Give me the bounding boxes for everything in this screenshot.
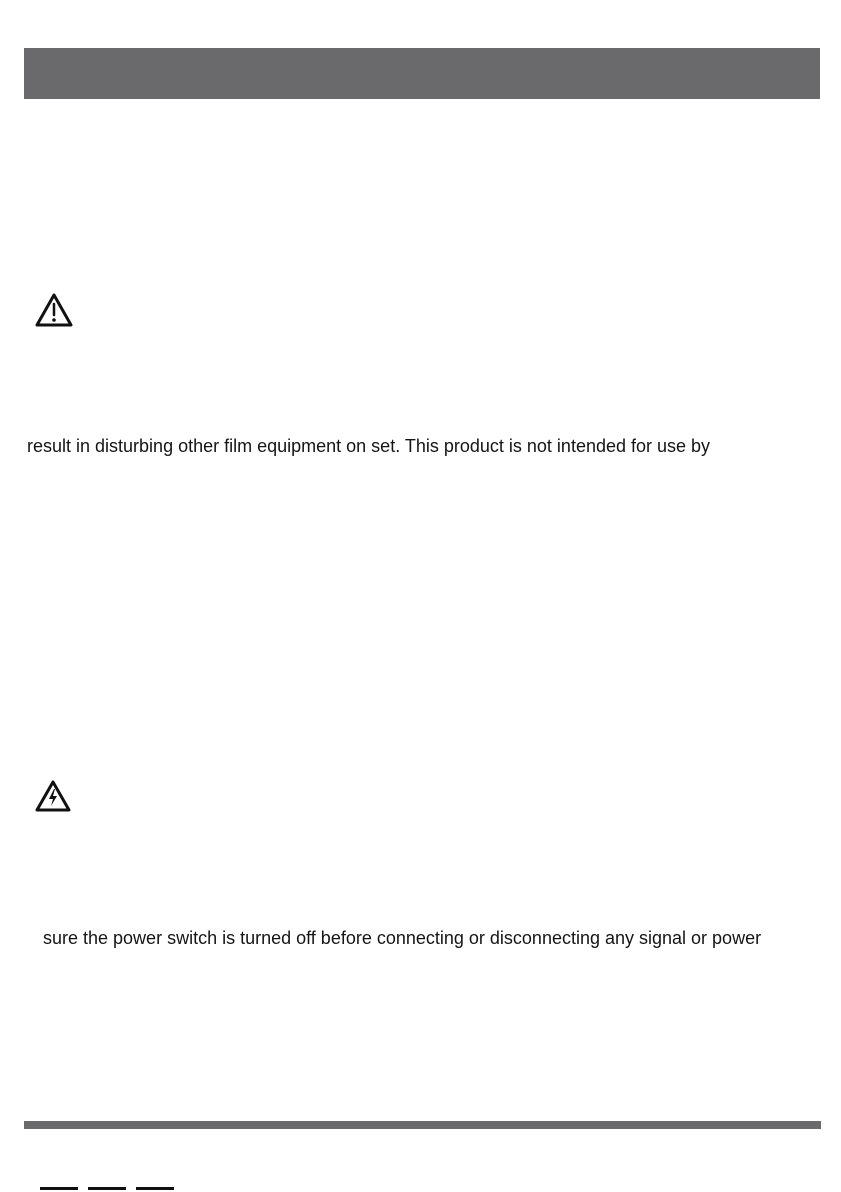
bottom-mark bbox=[88, 1187, 126, 1190]
electric-hazard-icon bbox=[34, 779, 72, 813]
page-bottom-marks bbox=[40, 1187, 174, 1192]
power-safety-text-line: sure the power switch is turned off before connecting or disconnecting any signal or power bbox=[43, 928, 762, 948]
bottom-mark bbox=[136, 1187, 174, 1190]
bottom-mark bbox=[40, 1187, 78, 1190]
warning-text-line: result in disturbing other film equipment on set. This product is not intended for use by bbox=[27, 436, 711, 456]
warning-triangle-icon bbox=[34, 292, 74, 328]
section-header-bar bbox=[24, 48, 820, 99]
footer-rule bbox=[24, 1121, 821, 1129]
